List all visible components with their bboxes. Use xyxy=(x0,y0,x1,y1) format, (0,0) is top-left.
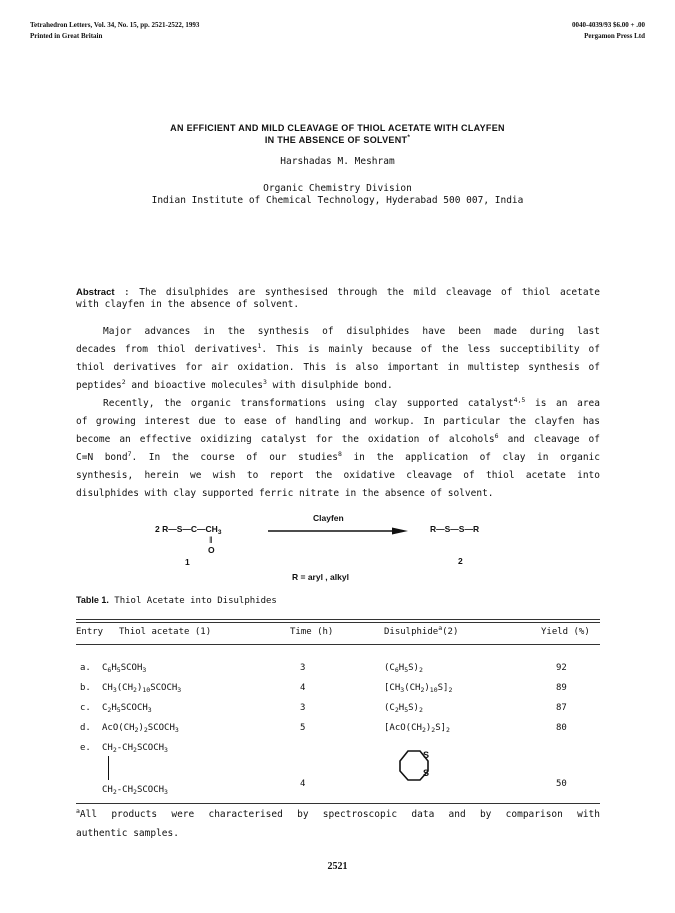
table-row-d-entry: d. xyxy=(80,723,91,733)
table-row-e-yield: 50 xyxy=(556,779,567,789)
paper-title-line2: IN THE ABSENCE OF SOLVENT* xyxy=(264,134,411,145)
table-row-d-thiol: $AcO(CH_2)_2SCOCH_3$ xyxy=(102,723,179,734)
table-footnote: $^a$All products were characterised by spectroscopic data and by comparison with xyxy=(76,807,600,820)
table-row-a-disulphide: $(C_6H_5S)_2$ xyxy=(384,663,423,674)
table-top-rule xyxy=(76,619,600,620)
publisher: Pergamon Press Ltd xyxy=(584,32,645,40)
table-row-b-entry: b. xyxy=(80,683,91,693)
table-row-e-thiol-top: $CH_2-CH_2SCOCH_3$ xyxy=(102,743,168,754)
col-header-time: Time (h) xyxy=(290,627,334,637)
paper-title: AN EFFICIENT AND MILD CLEAVAGE OF THIOL ACETATE WITH CLAYFEN xyxy=(170,123,505,133)
table-row-a-thiol: $C_6H_5SCOH_3$ xyxy=(102,663,147,674)
compound-label-1: 1 xyxy=(185,557,190,567)
col-header-entry: Entry xyxy=(76,627,104,637)
abstract-label: Abstract xyxy=(76,287,115,298)
r-group-definition: R = aryl , alkyl xyxy=(292,572,349,582)
author: Harshadas M. Meshram xyxy=(280,156,395,167)
carbonyl-oxygen: O xyxy=(208,545,215,555)
table-row-a-time: 3 xyxy=(300,663,306,673)
table-row-e-time: 4 xyxy=(300,779,306,789)
reagent-clayfen: Clayfen xyxy=(313,513,344,523)
ring-sulfur-1: S xyxy=(423,750,430,760)
table-row-e-entry: e. xyxy=(80,743,91,753)
issn-price: 0040-4039/93 $6.00 + .00 xyxy=(571,21,645,29)
carbonyl-double-bond: ‖ xyxy=(209,535,213,545)
para2-line4: C=N bond$^7$. In the course of our studies$^8$ in the application of clay in organic xyxy=(76,450,600,463)
table-row-c-entry: c. xyxy=(80,703,91,713)
dithiocane-ring-icon xyxy=(394,745,434,785)
table-row-e-thiol-bottom: $CH_2-CH_2SCOCH_3$ xyxy=(102,785,168,796)
table-row-b-disulphide: $[CH_3(CH_2)_{10}S]_2$ xyxy=(384,683,453,694)
para1-line4: peptides$^2$ and bioactive molecules$^3$ with disulphide bond. xyxy=(76,378,393,391)
table-row-b-yield: 89 xyxy=(556,683,567,693)
reactant-formula: 2 $R—S—C—CH_3$ xyxy=(155,524,222,536)
para2-line1: Recently, the organic transformations using clay supported catalyst$^{4,5}$ is an area xyxy=(103,396,600,409)
table-header-rule xyxy=(76,644,600,645)
para2-line2: of growing interest due to ease of handling and workup. In particular the clayfen has xyxy=(76,416,600,427)
para2-line5: synthesis, herein we wish to report the oxidative cleavage of thiol acetate into xyxy=(76,470,600,481)
compound-label-2: 2 xyxy=(458,556,463,566)
title-footnote-mark: * xyxy=(407,134,411,141)
institute: Indian Institute of Chemical Technology, Hyderabad 500 007, India xyxy=(151,195,524,206)
col-header-yield: Yield (%) xyxy=(541,627,590,637)
table-row-c-time: 3 xyxy=(300,703,306,713)
product-disulphide: R—S—S—R xyxy=(430,524,480,534)
table-row-a-yield: 92 xyxy=(556,663,567,673)
table-row-e-bond xyxy=(108,756,109,780)
printed-in: Printed in Great Britain xyxy=(30,32,103,40)
table-footnote-line2: authentic samples. xyxy=(76,828,179,839)
table-row-a-entry: a. xyxy=(80,663,91,673)
para2-line3: become an effective oxidizing catalyst for the oxidation of alcohols$^6$ and cleavage of xyxy=(76,432,600,445)
para1-line3: thiol derivatives for air oxidation. This is also important in multistep synthesis of xyxy=(76,362,600,373)
col-header-disulphide: Disulphide$^a$(2) xyxy=(384,624,459,637)
reaction-arrow xyxy=(268,527,408,535)
para1-line2: decades from thiol derivatives$^1$. This is mainly because of the less succeptibility of xyxy=(76,342,600,355)
table-caption: Table 1. Thiol Acetate into Disulphides xyxy=(76,595,277,606)
table-top-rule-2 xyxy=(76,622,600,623)
ring-sulfur-2: S xyxy=(423,768,430,778)
table-row-d-yield: 80 xyxy=(556,723,567,733)
abstract: Abstract : The disulphides are synthesised through the mild cleavage of thiol acetate xyxy=(76,287,600,298)
table-row-c-thiol: $C_2H_5SCOCH_3$ xyxy=(102,703,152,714)
table-row-c-disulphide: $(C_2H_5S)_2$ xyxy=(384,703,423,714)
table-bottom-rule xyxy=(76,803,600,804)
journal-citation: Tetrahedron Letters, Vol. 34, No. 15, pp. 2521-2522, 1993 xyxy=(30,21,200,29)
table-row-c-yield: 87 xyxy=(556,703,567,713)
abstract-line2: with clayfen in the absence of solvent. xyxy=(76,299,300,310)
table-row-b-time: 4 xyxy=(300,683,306,693)
division: Organic Chemistry Division xyxy=(263,183,412,194)
para2-line6: disulphides with clay supported ferric nitrate in the absence of solvent. xyxy=(76,488,494,499)
page-number: 2521 xyxy=(327,861,348,872)
table-row-b-thiol: $CH_3(CH_2)_{10}SCOCH_3$ xyxy=(102,683,182,694)
table-row-d-disulphide: $[AcO(CH_2)_2S]_2$ xyxy=(384,723,450,734)
col-header-thiol: Thiol acetate (1) xyxy=(119,627,212,637)
para1-line1: Major advances in the synthesis of disulphides have been made during last xyxy=(103,326,600,337)
table-row-d-time: 5 xyxy=(300,723,306,733)
